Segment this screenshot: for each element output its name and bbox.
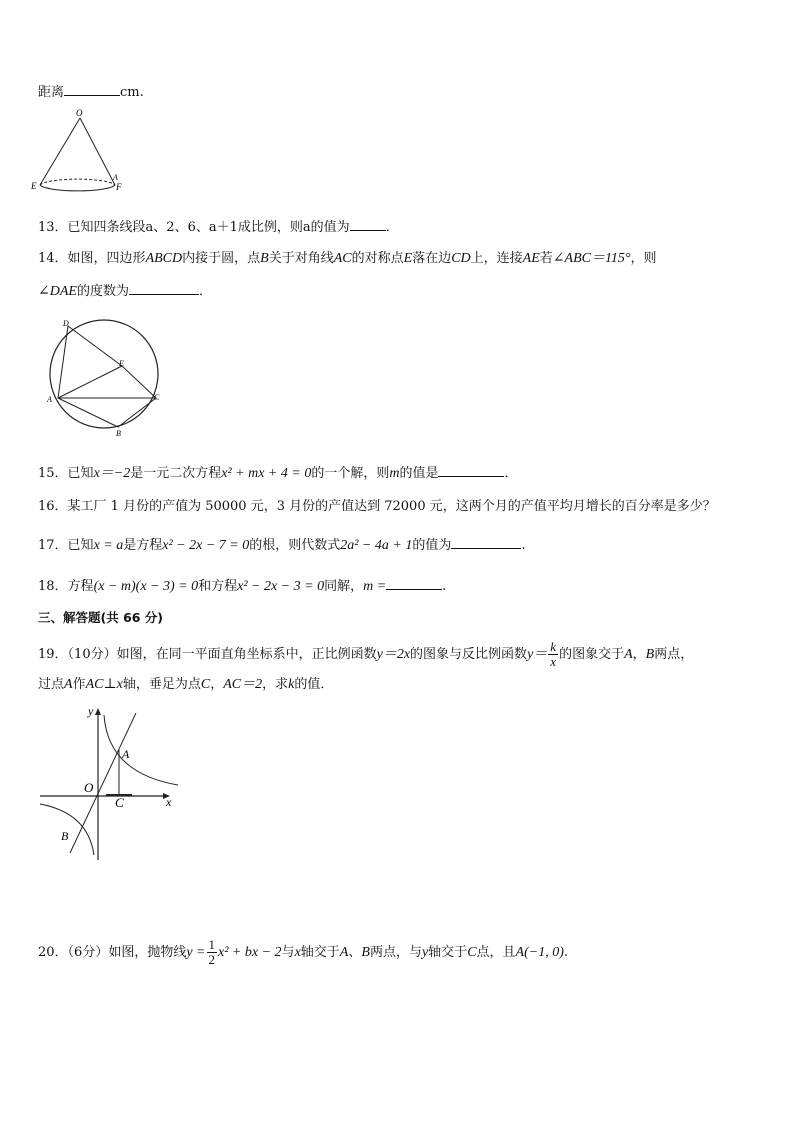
circle-label-b: B	[116, 429, 121, 438]
question-15: 15．已知x＝−2是一元二次方程x² + mx + 4 = 0的一个解，则m的值是 ．	[38, 463, 518, 484]
question-19-line2: 过点A作AC⊥x轴，垂足为点C，AC＝2，求k的值．	[38, 677, 334, 692]
circle-label-d: D	[63, 319, 69, 328]
q12-unit: cm	[120, 85, 140, 100]
circle-label-a: A	[47, 395, 52, 404]
axes-label-a: A	[122, 747, 130, 761]
cone-label-e: E	[31, 181, 37, 191]
q12-prefix: 距离	[38, 85, 65, 100]
question-16: 16．某工厂 1 月份的产值为 50000 元，3 月份的产值达到 72000 元，这两个月的产值平均月增长的百分率是多少？	[38, 499, 716, 514]
question-17: 17．已知x = a是方程x² − 2x − 7 = 0的根，则代数式2a² − 4a + 1的值为 .	[38, 535, 525, 556]
circle-label-c: C	[154, 393, 160, 402]
axes-label-y: y	[88, 704, 94, 718]
question-20: 20．（6分）如图，抛物线y = $\frac{1}{2}$ x² + bx − 2与x轴交于A、B两点，与y轴交于C点，且A(−1, 0).	[38, 937, 569, 967]
circle-label-e: E	[119, 359, 124, 368]
axes-figure	[38, 703, 188, 863]
axes-label-b: B	[61, 829, 69, 843]
q12-tail-line: 距离 cm.	[38, 82, 144, 103]
cone-label-f: F	[116, 182, 122, 192]
circle-figure	[36, 316, 166, 440]
question-19: 19．（10分）如图，在同一平面直角坐标系中，正比例函数y＝2x的图象与反比例函数y＝ $\frac{k}{x}$ 的图象交于A，B两点，	[38, 639, 694, 669]
cone-label-o: O	[76, 108, 83, 118]
question-18: 18．方程(x − m)(x − 3) = 0和方程x² − 2x − 3 = 0同解，m = .	[38, 576, 446, 597]
section-3-title: 三、解答题(共 66 分)	[38, 610, 164, 625]
cone-label-a: A	[113, 173, 118, 182]
axes-label-o: O	[84, 780, 94, 795]
cone-figure	[30, 108, 130, 198]
q14-answer-blank[interactable]	[129, 281, 199, 295]
axes-label-x: x	[166, 795, 172, 809]
q17-answer-blank[interactable]	[451, 535, 521, 549]
axes-label-c: C	[115, 795, 124, 810]
q13-answer-blank[interactable]	[350, 217, 386, 231]
question-13: 13．已知四条线段a、2、6、a＋1成比例，则a的值为 ．	[38, 217, 399, 238]
question-14: 14．如图，四边形ABCD内接于圆，点B关于对角线AC的对称点E落在边CD上，连接AE若∠ABC＝115°，则	[38, 251, 657, 266]
q18-answer-blank[interactable]	[386, 576, 442, 590]
question-14-line2: ∠DAE的度数为 ．	[38, 281, 212, 302]
q12-answer-blank[interactable]	[64, 82, 120, 96]
q15-answer-blank[interactable]	[438, 463, 504, 477]
